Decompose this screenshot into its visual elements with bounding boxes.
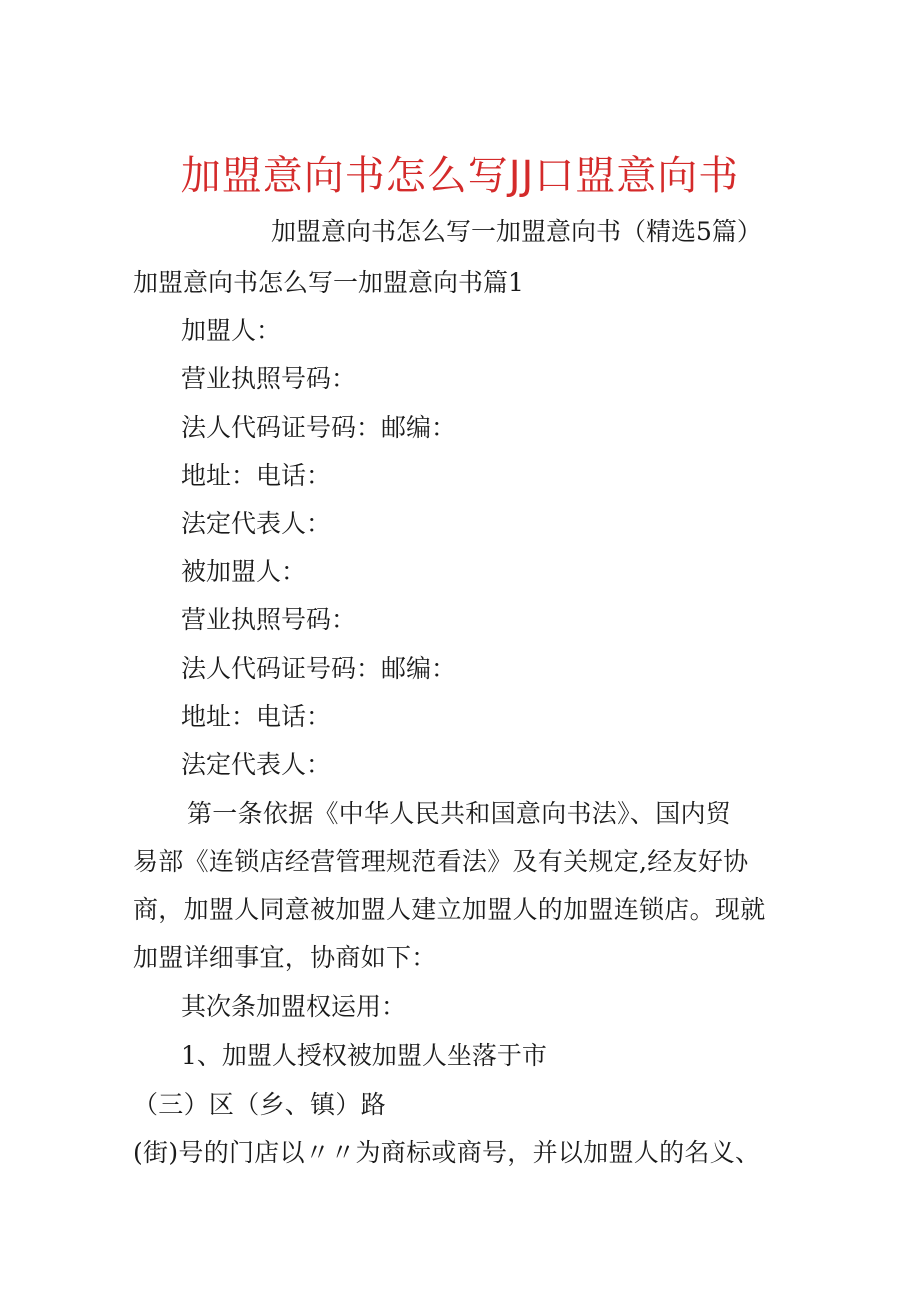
field-franchisee: 被加盟人： [181, 557, 307, 586]
article1-line: 商，加盟人同意被加盟人建立加盟人的加盟连锁店。现就 [133, 895, 766, 924]
field-business-license-2: 营业执照号码： [181, 605, 357, 634]
field-legal-code-postcode-2: 法人代码证号码：邮编： [181, 654, 457, 683]
field-address-phone-2: 地址：电话： [181, 702, 332, 731]
field-legal-representative: 法定代表人： [181, 509, 332, 538]
field-franchisor: 加盟人： [181, 316, 282, 345]
article1-line: 第一条依据《中华人民共和国意向书法》、国内贸 [187, 799, 732, 828]
article1-line: 易部《连锁店经营管理规范看法》及有关规定,经友好协 [133, 847, 749, 876]
article2-heading: 其次条加盟权运用： [181, 992, 407, 1021]
article2-item1: 1、加盟人授权被加盟人坐落于市 [181, 1041, 547, 1070]
section-heading: 加盟意向书怎么写一加盟意向书篇1 [133, 268, 524, 297]
field-address-phone: 地址：电话： [181, 461, 332, 490]
field-legal-code-postcode: 法人代码证号码：邮编： [181, 413, 457, 442]
district-line: （三）区（乡、镇）路 [133, 1090, 387, 1119]
field-legal-representative-2: 法定代表人： [181, 750, 332, 779]
document-title: 加盟意向书怎么写JJ口盟意向书 [180, 153, 740, 199]
document-subtitle: 加盟意向书怎么写一加盟意向书（精选5篇） [271, 217, 762, 246]
field-business-license: 营业执照号码： [181, 364, 357, 393]
article1-line: 加盟详细事宜，协商如下： [133, 943, 437, 972]
street-line: (街)号的门店以〃〃为商标或商号，并以加盟人的名义、 [133, 1138, 761, 1167]
